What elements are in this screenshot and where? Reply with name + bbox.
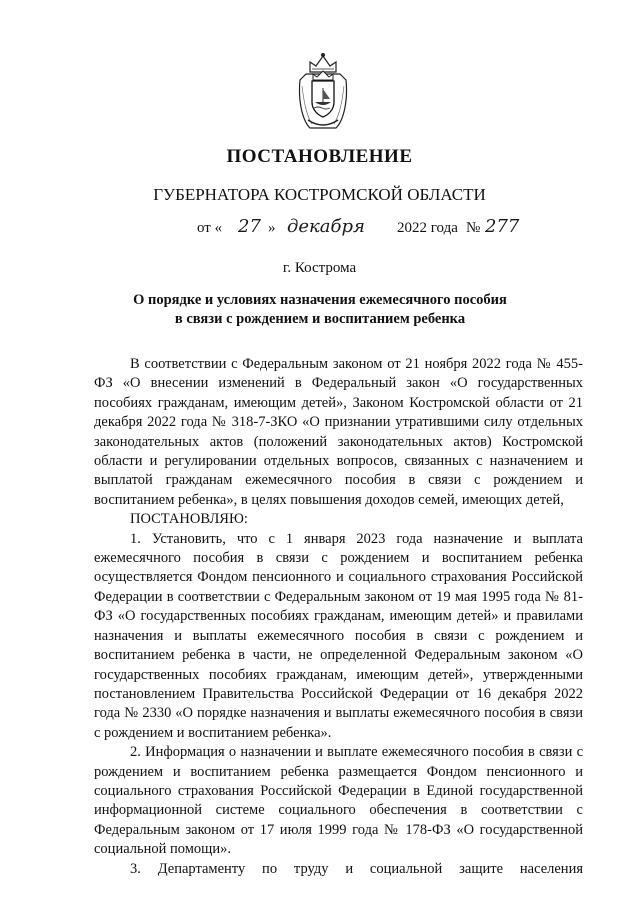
item-2-paragraph: 2. Информация о назначении и выплате ежемесячного пособия в связи с рождением и воспитанием ребенка размещается Фондом пенсионного и социального страхования Российской Федерации в Единой государственной информационной системе социального обеспечения в соответствии с Федеральным законом от 17 июля 1999 года № 178-ФЗ «О государственной социальной помощи».: [94, 744, 583, 858]
date-month-handwritten: декабря: [287, 216, 365, 237]
city: г. Кострома: [282, 260, 357, 276]
heading-line-1: О порядке и условиях назначения ежемесячного пособия: [133, 292, 507, 308]
heading-line-2: в связи с рождением и воспитанием ребенка: [174, 311, 466, 327]
number-handwritten: 277: [485, 216, 520, 237]
number-label: №: [466, 220, 481, 236]
item-1-paragraph: 1. Установить, что с 1 января 2023 года назначение и выплата ежемесячного пособия в связи с рождением и воспитанием ребенка осуществляется Фондом пенсионного и социального страхования Российской Федерации в соответствии с Федеральным законом от 19 мая 1995 года № 81-ФЗ «О государственных пособиях гражданам, имеющим детей» и правилами назначения и выплаты ежемесячного пособия в связи с рождением и воспитанием ребенка в части, не определенной Федеральным законом «О государственных пособиях гражданам, имеющим детей», утвержденными постановлением Правительства Российской Федерации от 16 декабря 2022 года № 2330 «О порядке назначения и выплаты ежемесячного пособия в связи с рождением и воспитанием ребенка».: [94, 530, 583, 741]
issuer-title: ГУБЕРНАТОРА КОСТРОМСКОЙ ОБЛАСТИ: [153, 185, 486, 204]
date-prefix: от «: [197, 220, 223, 236]
date-day-close: »: [268, 220, 276, 236]
date-day-handwritten: 27: [238, 216, 261, 237]
item-3-paragraph: 3. Департаменту по труду и социальной защите населения: [130, 860, 583, 877]
decree-word: ПОСТАНОВЛЯЮ:: [130, 511, 248, 528]
coat-of-arms-emblem: [296, 50, 350, 132]
document-body: [94, 355, 583, 879]
preamble-paragraph: В соответствии с Федеральным законом от 21 ноября 2022 года № 455-ФЗ «О внесении изменений в Федеральный закон «О государственных пособиях гражданам, имеющим детей», Законом Костромской области от 21 декабря 2022 года № 318-7-ЗКО «О признании утратившими силу отдельных законодательных актов (положений законодательных актов) Костромской области и регулировании отдельных вопросов, связанных с назначением и выплатой гражданам ежемесячного пособия в связи с рождением и воспитанием ребенка», в целях повышения доходов семей, имеющих детей,: [94, 356, 583, 508]
document-title: ПОСТАНОВЛЕНИЕ: [226, 146, 413, 167]
date-year: 2022 года: [397, 220, 458, 236]
document-heading: [80, 291, 560, 329]
